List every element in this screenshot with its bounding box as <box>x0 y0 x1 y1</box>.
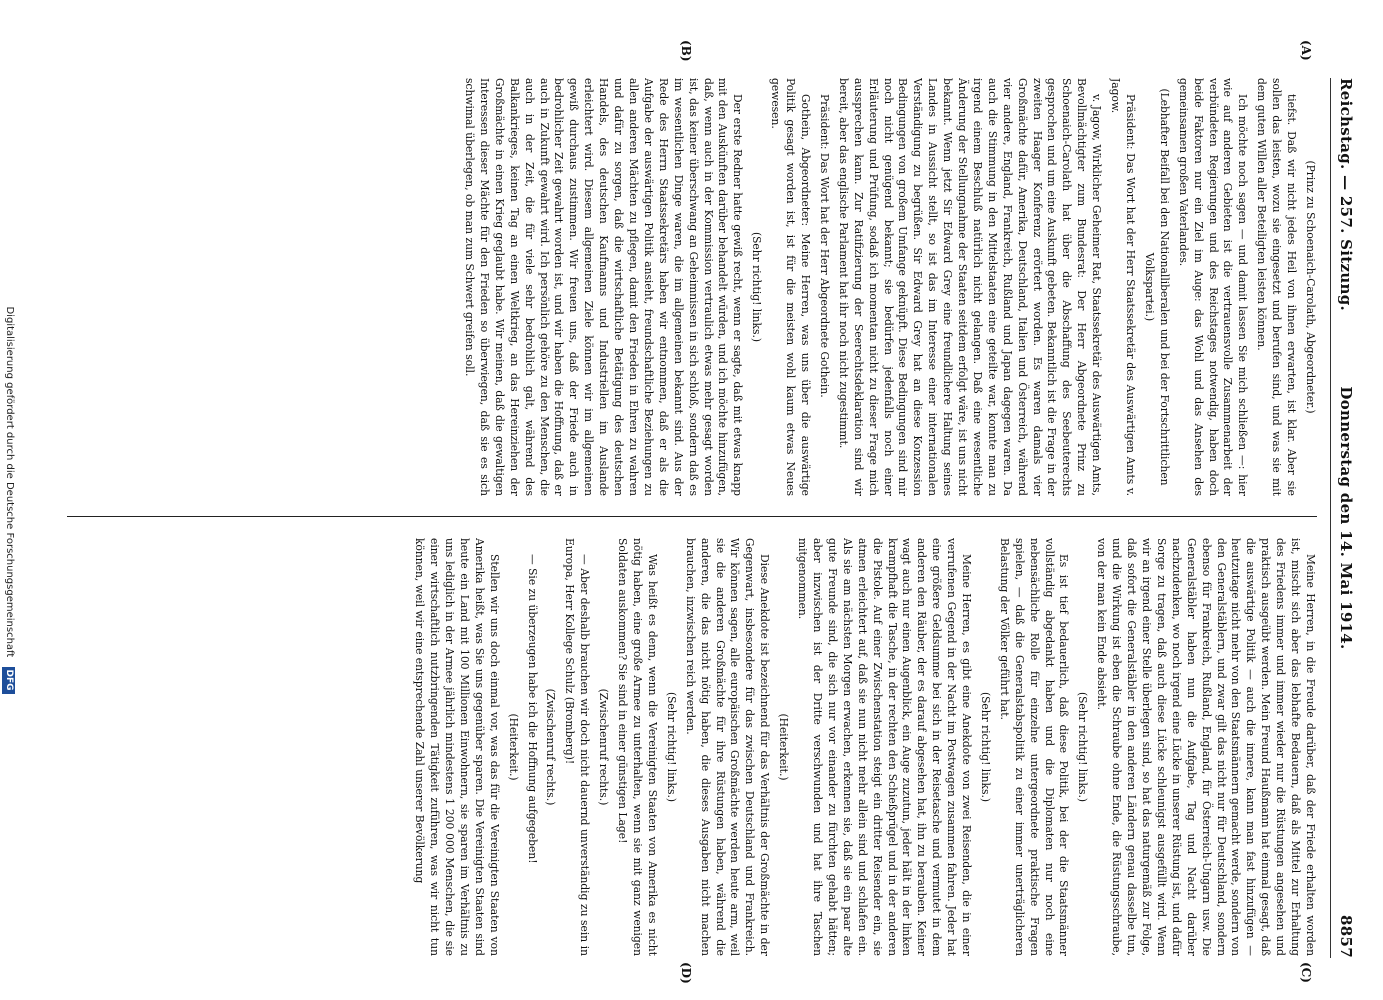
column-divider <box>67 516 1317 517</box>
paragraph: — Sie zu überzeugen habe ich die Hoffnung aufgegeben! <box>525 554 539 864</box>
interjection: (Sehr richtig! links.) <box>1076 691 1090 803</box>
paragraph: Ich möchte noch sagen — und damit lassen Sie mich schließen —: hier wie auf anderen Gebieten ist die vertrauensvolle Zusammenarbeit der verbündeten Regierungen und des Reichstages notwendig, haben doch beide Faktoren nur ein Ziel im Auge: das Wohl und das Ansehen des gemeinsamen großen Vaterlandes. <box>1176 78 1250 496</box>
paragraph: Präsident: Das Wort hat der Herr Staatssekretär des Auswärtigen Amts v. Jagow. <box>1109 78 1138 496</box>
interjection: (Lebhafter Beifall bei den Nationalliberalen und bei der Fortschrittlichen Volkspartei.) <box>1142 88 1171 486</box>
margin-marker-b: (B) <box>679 40 693 62</box>
digitization-footer <box>1 0 17 1000</box>
margin-marker-d: (D) <box>679 962 693 984</box>
interjection: (Zwischenruf rechts.) <box>597 688 611 806</box>
paragraph: Der erste Redner hatte gewiß recht, wenn er sagte, daß mit etwas knapp mit den Auskünften darüber behandelt würden, und ich möchte hinzufügen, daß, wenn auch in der Kommission vertraulich etwas mehr gesagt worden ist, das keiner überschwang an Geheimnissen in sich schloß, sondern daß es im wesentlichen Dinge waren, die im allgemeinen bekannt sind. Aus der Rede des Herrn Staatssekretärs haben wir entnommen, daß er als die Aufgabe der auswärtigen Politik ansieht, freundschaftliche Beziehungen zu allen anderen Mächten zu pflegen, damit den Frieden in Ehren zu wahren und dafür zu sorgen, daß die wirtschaftliche Betätigung des deutschen Handels, des deutschen Kaufmanns und Industriellen im Auslande erleichtert wird. Diesem allgemeinen Ziele können wir im allgemeinen gewiß durchaus zustimmen. Wir freuen uns, daß der Friede auch in bedrohlicher Zeit gewahrt worden ist, und wir haben die Hoffnung, daß er auch in Zukunft gewahrt wird. Ich persönlich gehöre zu den Menschen, die auch in der Zeit, die für viele sehr bedrohlich galt, während des Balkankrieges, keinen Tag an einen Weltkrieg, an das Hereinziehen der Großmächte in einen Krieg geglaubt habe. Wir meinen, daß die gewaltigen Interessen dieser Mächte für den Frieden so überwiegen, daß sie es sich schwimal überlegen, ob man zum Schwert greifen soll. <box>463 78 745 496</box>
header-left: Reichstag. — 257. Sitzung. <box>1337 78 1355 312</box>
paragraph: tiefst. Daß wir nicht jedes Heil von ihnen erwarten, ist klar. Aber sie sollen das leisten, wozu sie eingesetzt und berufen sind, und was sie mit dem guten Willen aller Beteiligten leisten können. <box>1255 78 1299 496</box>
paragraph: Was heißt es denn, wenn die Vereinigten Staaten von Amerika es nicht nötig haben, eine große Armee zu unterhalten, wenn sie mit ganz wenigen Soldaten auskommen? Sie sind in einer günstigen Lage! <box>616 538 659 956</box>
right-column <box>67 538 1317 956</box>
page-header <box>1331 78 1355 958</box>
paragraph: Es ist tief bedauerlich, daß diese Politik, bei der die Staatsmänner vollständig abgedankt haben und die Diplomaten nur noch eine nebensächliche Rolle für einzelne untergeordnete praktische Fragen spielen, — daß die Generalstabspolitik zu einer immer unerträglicheren Belastung der Völker geführt hat. <box>997 538 1071 956</box>
paragraph: Stellen wir uns doch einmal vor, was das für die Vereinigten Staaten von Amerika heißt, was Sie uns gegenüber sparen. Die Vereinigten Staaten sind heute ein Land mit 100 Millionen Einwohnern, sie sparen im Verhältnis zu uns lediglich in der Armee jährlich mindestens 1 200 000 Menschen, die sie einer wirtschaftlich nutzbringenden Tätigkeit zuführen, was wir nicht tun können, weil wir eine entsprechende Zahl unserer Bevölkerung <box>413 538 501 956</box>
footer-text: Digitalisierung gefördert durch die Deutsche Forschungsgemeinschaft <box>4 306 15 658</box>
paragraph: Gothein, Abgeordneter: Meine Herren, was uns über die auswärtige Politik gesagt worden ist, ist für die meisten wohl kaum etwas Neues gewesen. <box>769 78 812 496</box>
paragraph: — Aber deshalb brauchen wir doch nicht dauernd unverständig zu sein in Europa, Herr Kollege Schulz (Bromberg)! <box>563 538 592 956</box>
interjection: (Heiterkeit.) <box>777 713 791 781</box>
paragraph: Diese Anekdote ist bezeichnend für das Verhältnis der Großmächte in der Gegenwart, insbesondere für das zwischen Deutschland und Frankreich. Wir können sagen, alle europäischen Großmächte werden heute arm, weil sie die anderen Großmächte für ihre Rüstungen haben, während die anderen, die das nicht nötig haben, die dieses Ausgaben nicht machen brauchen, inzwischen reich werden. <box>683 538 772 956</box>
margin-marker-a: (A) <box>1299 40 1313 61</box>
paragraph: Meine Herren, es gibt eine Anekdote von zwei Reisenden, die in einer verrufenen Gegend in der Nacht im Postwagen zusammen fahren. Jeder hat eine größere Geldsumme bei sich in der Reisetasche und vermutet in dem anderen den Räuber, der es darauf abgesehen hat, ihn zu berauben. Keiner wagt auch nur einen Augenblick, ein Auge zuzutun, jeder hält in der linken krampfhaft die Tasche, in der rechten den Schießprügel und in der anderen die Pistole. Auf einer Zwischenstation steigt ein dritter Reisender ein, sie atmen erleichtert auf, daß sie nun nicht mehr allein sind und schlafen ein. Als sie am nächsten Morgen erwachen, erkennen sie, daß sie ein paar alte gute Freunde sind, die sich nur vor einander zu fürchten gehabt hätten; aber inzwischen ist der Dritte verschwunden und hat ihre Taschen mitgenommen. <box>796 538 974 956</box>
paragraph: Meine Herren, in die Freude darüber, daß der Friede erhalten worden ist, mischt sich aber das lebhafte Bedauern, daß als Mittel zur Erhaltung des Friedens immer und immer wieder nur die Rüstungen angesehen und praktisch ausgeübt werden. Mein Freund Haußmann hat einmal gesagt, daß die auswärtige Politik — auch die innere, kann man fast hinzufügen — heutzutage nicht mehr von den Staatsmännern gemacht werde, sondern von den Generalstäblern, und zwar gilt das nicht nur für Deutschland, sondern ebenso für Frankreich, Rußland, England, für Österreich-Ungarn usw. Die Generalstäbler haben nun die Aufgabe, Tag und Nacht darüber nachzudenken, wo noch irgend eine Lücke in unserer Rüstung ist, und dafür Sorge zu tragen, daß auch diese Lücke schleunigst ausgefüllt wird. Wenn wir an irgend einer Stelle überlegen sind, so hat das naturgemäß zur Folge, daß sofort die Generalstäbler in den anderen Ländern genau dasselbe tun, und die Wirkung ist eben die Schraube ohne Ende, die Rüstungsschraube, von der man kein Ende absieht. <box>1095 538 1317 956</box>
interjection: (Zwischenruf rechts.) <box>544 688 558 806</box>
interjection: (Sehr richtig! links.) <box>978 691 992 803</box>
header-date: Donnerstag den 14. Mai 1914. <box>1337 386 1355 650</box>
interjection: (Sehr richtig! links.) <box>750 231 764 343</box>
header-rule <box>1330 78 1331 958</box>
margin-marker-c: (C) <box>1299 962 1313 983</box>
page-number: 8857 <box>1337 915 1355 958</box>
paragraph: Präsident: Das Wort hat der Herr Abgeordnete Gothein. <box>817 94 831 398</box>
paragraph: v. Jagow, Wirklicher Geheimer Rat, Staatssekretär des Auswärtigen Amts, Bevollmächtigter zum Bundesrat: Der Herr Abgeordnete Prinz zu Schoenaich-Carolath hat über die Abschaffung des Seebeuterechts gesprochen und um eine Auskunft gebeten. Bekanntlich ist die Frage in der zweiten Haager Konferenz erörtert worden. Es waren damals vier Großmächte dafür, Amerika, Deutschland, Italien und Österreich, während vier andere, England, Frankreich, Rußland und Japan dagegen waren. Da auch die Stimmung in den Mittelstaaten eine geteilte war, konnte man zu irgend einem Beschluß natürlich nicht gelangen. Daß eine wesentliche Änderung der Stellungnahme der Staaten seitdem erfolgt wäre, ist uns nicht bekannt. Wenn jetzt Sir Edward Grey eine freundlichere Haltung seines Landes in Aussicht stellt, so ist das im Interesse einer internationalen Verständigung zu begrüßen. Sir Edward Grey hat an diese Konzession Bedingungen von großem Umfange geknüpft. Diese Bedingungen sind mir noch nicht genügend bekannt; sie bedürfen jedenfalls noch einer Erläuterung und Prüfung, sodaß ich momentan nicht zu dieser Frage mich aussprechen kann. Zur Ratifizierung der Seerechtsdeklaration sind wir bereit, aber das englische Parlament hat ihr noch nicht zugestimmt. <box>836 78 1104 496</box>
dfg-logo: DFG <box>2 667 15 694</box>
interjection: (Heiterkeit.) <box>506 713 520 781</box>
interjection: (Sehr richtig! links.) <box>664 691 678 803</box>
speaker-attribution: (Prinz zu Schoenaich-Carolath, Abgeordneter.) <box>1304 160 1317 414</box>
left-column <box>67 78 1317 496</box>
